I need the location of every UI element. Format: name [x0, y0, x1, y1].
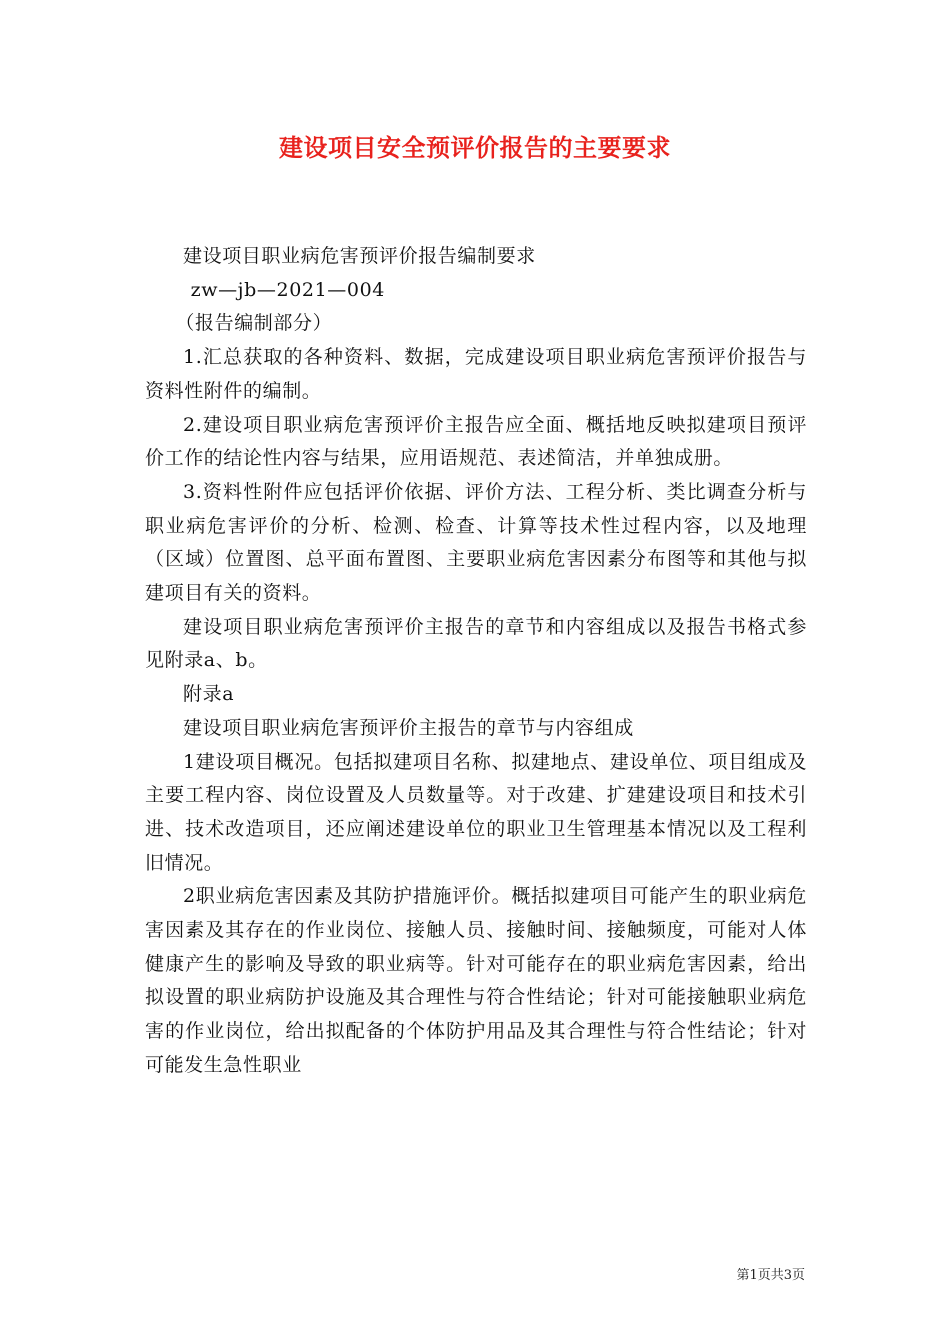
paragraph-item-3: 3.资料性附件应包括评价依据、评价方法、工程分析、类比调查分析与职业病危害评价的分析、检测、检查、计算等技术性过程内容，以及地理（区域）位置图、总平面布置图、主要职业病危害因素分布图等和其他与拟建项目有关的资料。: [145, 480, 807, 605]
paragraph-doc-code: zw—jb—2021—004: [190, 278, 385, 301]
paragraph-item-1: 1.汇总获取的各种资料、数据，完成建设项目职业病危害预评价报告与资料性附件的编制。: [145, 346, 807, 402]
paragraph-item-2: 2.建设项目职业病危害预评价主报告应全面、概括地反映拟建项目预评价工作的结论性内容与结果，应用语规范、表述简洁，并单独成册。: [145, 413, 807, 470]
paragraph-appendix-label: 附录a: [183, 683, 235, 706]
paragraph-appendix-item-2: 2职业病危害因素及其防护措施评价。概括拟建项目可能产生的职业病危害因素及其存在的作业岗位、接触人员、接触时间、接触频度，可能对人体健康产生的影响及导致的职业病等。针对可能存在的职业病危害因素，给出拟设置的职业病防护设施及其合理性与符合性结论；针对可能接触职业病危害的作业岗位，给出拟配备的个体防护用品及其合理性与符合性结论；针对可能发生急性职业: [145, 885, 807, 1076]
page-number: 第1页共3页: [736, 1268, 805, 1283]
paragraph-subtitle: 建设项目职业病危害预评价报告编制要求: [183, 245, 536, 267]
document-body: [145, 240, 807, 1083]
document-title: 建设项目安全预评价报告的主要要求: [279, 133, 671, 162]
paragraph-reference: 建设项目职业病危害预评价主报告的章节和内容组成以及报告书格式参见附录a、b。: [145, 615, 807, 672]
paragraph-section-note: （报告编制部分）: [175, 312, 333, 335]
paragraph-appendix-item-1: 1建设项目概况。包括拟建项目名称、拟建地点、建设单位、项目组成及主要工程内容、岗位设置及人员数量等。对于改建、扩建建设项目和技术引进、技术改造项目，还应阐述建设单位的职业卫生管理基本情况以及工程利旧情况。: [145, 750, 807, 874]
paragraph-appendix-title: 建设项目职业病危害预评价主报告的章节与内容组成: [183, 716, 634, 739]
